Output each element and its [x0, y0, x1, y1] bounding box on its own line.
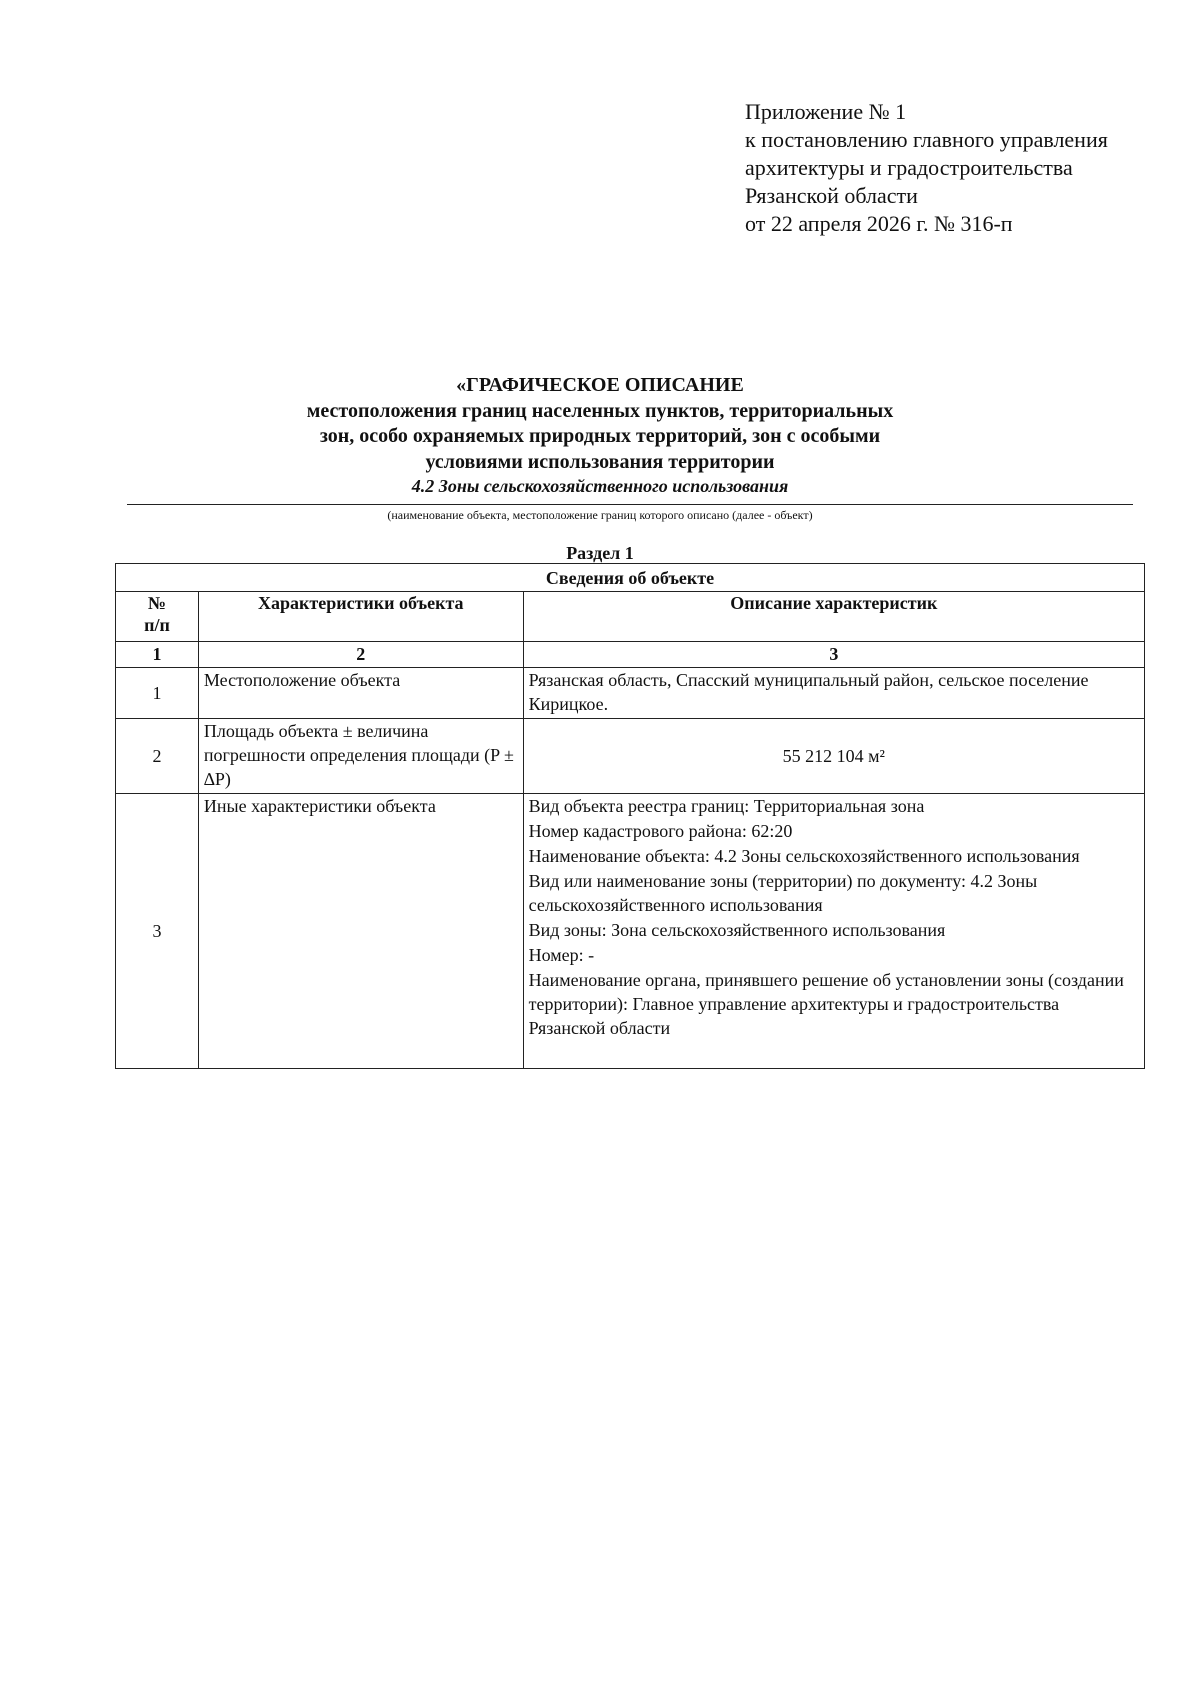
appendix-line: от 22 апреля 2026 г. № 316-п	[745, 211, 1013, 236]
row-characteristic: Иные характеристики объекта	[198, 794, 523, 1069]
column-number: 2	[198, 642, 523, 668]
column-number: 3	[523, 642, 1144, 668]
appendix-line: к постановлению главного управления	[745, 127, 1108, 152]
table-row	[116, 719, 1145, 794]
title-line: зон, особо охраняемых природных территорий, зон с особыми	[319, 425, 881, 447]
description-line: Вид объекта реестра границ: Территориальная зона	[528, 796, 925, 816]
row-number: 2	[116, 719, 199, 794]
title-underline	[127, 504, 1133, 505]
description-line: Вид зоны: Зона сельскохозяйственного использования	[528, 920, 946, 940]
table-row	[116, 668, 1145, 719]
row-description	[523, 719, 1144, 794]
appendix-line: архитектуры и градостроительства	[745, 155, 1073, 180]
appendix-line: Приложение № 1	[745, 99, 907, 124]
row-description	[523, 794, 1144, 1069]
row-characteristic: Площадь объекта ± величина погрешности определения площади (P ± ∆P)	[198, 719, 523, 794]
header-num-line1: №	[147, 593, 166, 613]
row-description	[523, 668, 1144, 719]
row-characteristic: Местоположение объекта	[198, 668, 523, 719]
header-description: Описание характеристик	[523, 592, 1144, 642]
header-num-line2: п/п	[144, 615, 170, 635]
header-characteristic: Характеристики объекта	[198, 592, 523, 642]
description-line: Вид или наименование зоны (территории) по документу: 4.2 Зоны сельскохозяйственного использования	[528, 871, 1038, 915]
row-number: 1	[116, 668, 199, 719]
description-line: Наименование органа, принявшего решение об установлении зоны (создании территории): Главное управление архитектуры и градостроительства Рязанской области	[528, 970, 1124, 1038]
title-line: условиями использования территории	[425, 450, 775, 473]
description-line: Номер кадастрового района: 62:20	[528, 821, 793, 841]
row-number: 3	[116, 794, 199, 1069]
object-info-table	[115, 563, 1145, 1069]
title-line: местоположения границ населенных пунктов, территориальных	[306, 399, 894, 422]
appendix-header	[745, 98, 1108, 238]
title-line: «ГРАФИЧЕСКОЕ ОПИСАНИЕ	[456, 374, 744, 396]
object-caption: (наименование объекта, местоположение границ которого описано (далее - объект)	[387, 508, 813, 522]
table-title: Сведения об объекте	[116, 564, 1145, 592]
description-line: Номер: -	[528, 945, 595, 965]
area-value: 55 212 104 м²	[782, 746, 885, 766]
object-name: 4.2 Зоны сельскохозяйственного использования	[411, 476, 789, 496]
column-number: 1	[116, 642, 199, 668]
table-row	[116, 794, 1145, 1069]
column-number-row	[116, 642, 1145, 668]
description-line: Рязанская область, Спасский муниципальный район, сельское поселение Кирицкое.	[528, 670, 1089, 714]
table-header-row	[116, 592, 1145, 642]
header-num	[116, 592, 199, 642]
description-line: Наименование объекта: 4.2 Зоны сельскохозяйственного использования	[528, 846, 1080, 866]
document-title	[0, 373, 1200, 498]
appendix-line: Рязанской области	[745, 183, 918, 208]
section-label: Раздел 1	[566, 543, 634, 563]
